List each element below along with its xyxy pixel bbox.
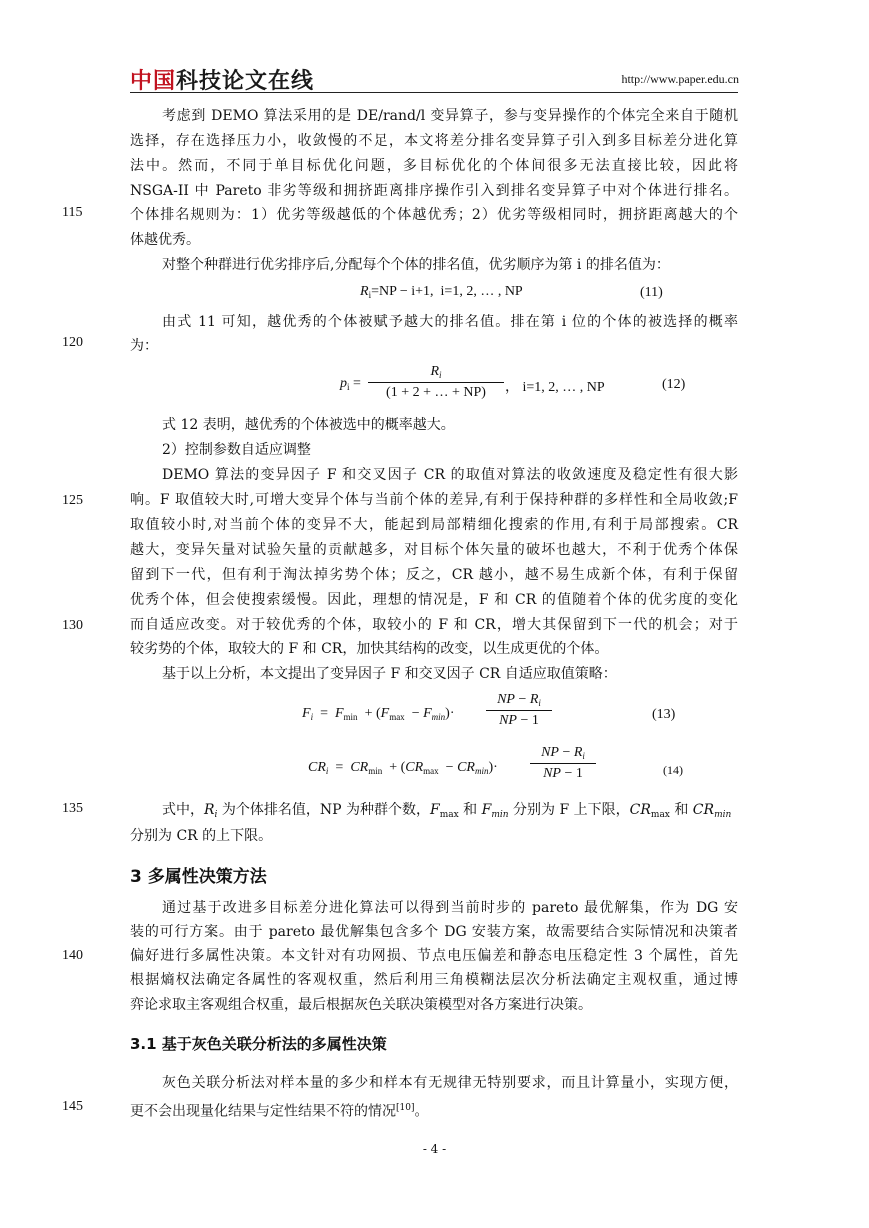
line-number: 140 [62,948,83,963]
citation: [10] [396,1103,415,1113]
equation-13-fraction: $\frac{NP - R_i}{NP - 1}$ [486,692,552,729]
paragraph-line: 装的可行方案。由于 pareto 最优解集包含多个 DG 安装方案，故需要结合实际情况和决策者 [130,924,738,940]
paragraph-line: 灰色关联分析法对样本量的多少和样本有无规律无特别要求，而且计算量小，实现方便， [162,1075,738,1091]
paragraph-line: NSGA-II 中 Pareto 非劣等级和拥挤距离排序操作引入到排名变异算子中对个体进行排名。 [130,183,738,199]
equation-12-lhs: $p_i$ = [340,376,361,392]
paragraph-line: 较劣势的个体，取较大的 F 和 CR，加快其结构的改变，以生成更优的个体。 [130,641,609,657]
paragraph-line: 取值较小时,对当前个体的变异不大，能起到局部精细化搜索的作用,有利于局部搜索。CR [130,517,738,533]
logo-part-red: 中国 [130,69,177,94]
paragraph-line: 对整个种群进行优劣排序后,分配每个个体的排名值，优劣顺序为第 i 的排名值为： [162,257,670,273]
paragraph-line: 式中，$R_i$ 为个体排名值，NP 为种群个数，$F_{max}$ 和 $F_{min}$ 分别为 F 上下限，$CR_{max}$ 和 $CR_{min}$ [162,802,732,820]
line-number: 145 [62,1099,83,1114]
paragraph-line: 2）控制参数自适应调整 [162,442,311,458]
equation-tag: (14) [663,763,683,777]
page-number: - 4 - [422,1142,447,1156]
paragraph-line: 体越优秀。 [130,232,200,248]
equation-12-fraction: $\frac{R_i}{(1 + 2 + \dots + NP)}$ [368,364,504,401]
paragraph-line: 式 12 表明，越优秀的个体被选中的概率越大。 [162,417,455,433]
paragraph-line: DEMO 算法的变异因子 F 和交叉因子 CR 的取值对算法的收敛速度及稳定性有很大影 [162,467,738,483]
paragraph-line: 选择，存在选择压力小，收敛慢的不足，本文将差分排名变异算子引入到多目标差分进化算 [130,133,738,149]
line-number: 135 [62,801,83,816]
line-number: 115 [62,205,83,220]
paragraph-line: 更不会出现量化结果与定性结果不符的情况[10]。 [130,1103,429,1120]
paragraph-line: 个体排名规则为：1）优劣等级越低的个体越优秀；2）优劣等级相同时，拥挤距离越大的个 [130,207,738,223]
paragraph-line: 根据熵权法确定各属性的客观权重，然后利用三角模糊法层次分析法确定主观权重，通过博 [130,972,738,988]
equation-tag: (11) [640,285,663,300]
paragraph-line: 偏好进行多属性决策。本文针对有功网损、节点电压偏差和静态电压稳定性 3 个属性，首先 [130,948,738,964]
subsection-heading: 3.1 基于灰色关联分析法的多属性决策 [130,1035,387,1053]
paragraph-line: 考虑到 DEMO 算法采用的是 DE/rand/l 变异算子，参与变异操作的个体完全来自于随机 [162,108,738,124]
paragraph-line: 越大，变异矢量对试验矢量的贡献越多，对目标个体矢量的破坏也越大，不利于优秀个体保 [130,542,738,558]
paragraph-line: 优秀个体，但会使搜索缓慢。因此，理想的情况是，F 和 CR 的值随着个体的优劣度的变化 [130,592,738,608]
logo-part-black: 科技论文在线 [176,69,315,94]
paragraph-line: 而自适应改变。对于较优秀的个体，取较小的 F 和 CR，增大其保留到下一代的机会；对于 [130,617,738,633]
line-number: 120 [62,335,83,350]
equation-12-range: ， i=1, 2, … , NP [505,380,605,395]
equation-14-lhs: $CR_i = CR_{min} + (CR_{max} - CR_{min})\cdot$ [308,760,498,776]
paragraph-line: 响。F 取值较大时,可增大变异个体与当前个体的差异,有利于保持种群的多样性和全局收敛;F [130,492,738,508]
line-number: 125 [62,493,83,508]
header-url[interactable]: http://www.paper.edu.cn [621,72,739,86]
paragraph-line: 由式 11 可知，越优秀的个体被赋予越大的排名值。排在第 i 位的个体的被选择的概率 [162,314,738,330]
paragraph-line: 通过基于改进多目标差分进化算法可以得到当前时步的 pareto 最优解集，作为 DG 安 [162,900,738,916]
paragraph-line: 法中。然而，不同于单目标优化问题，多目标优化的个体间很多无法直接比较，因此将 [130,158,738,174]
paragraph-line: 为： [130,338,158,354]
equation-13-lhs: $F_i = F_{min} + (F_{max} - F_{min})\cdot$ [302,706,455,722]
equation-tag: (13) [652,707,676,722]
equation-tag: (12) [662,377,686,392]
header-rule [130,92,738,93]
paragraph-line: 弈论求取主客观组合权重，最后根据灰色关联决策模型对各方案进行决策。 [130,997,592,1013]
paragraph-line: 基于以上分析，本文提出了变异因子 F 和交叉因子 CR 自适应取值策略： [162,666,617,682]
site-logo [130,64,314,95]
section-heading: 3 多属性决策方法 [130,867,267,887]
paragraph-line: 留到下一代，但有利于淘汰掉劣势个体；反之，CR 越小，越不易生成新个体，有利于保留 [130,567,738,583]
line-number: 130 [62,618,83,633]
paragraph-line: 分别为 CR 的上下限。 [130,828,273,844]
equation-11: $R_i=NP - i+1$, i=1, 2, … , NP [360,284,523,300]
equation-14-fraction: $\frac{NP - R_i}{NP - 1}$ [530,745,596,782]
